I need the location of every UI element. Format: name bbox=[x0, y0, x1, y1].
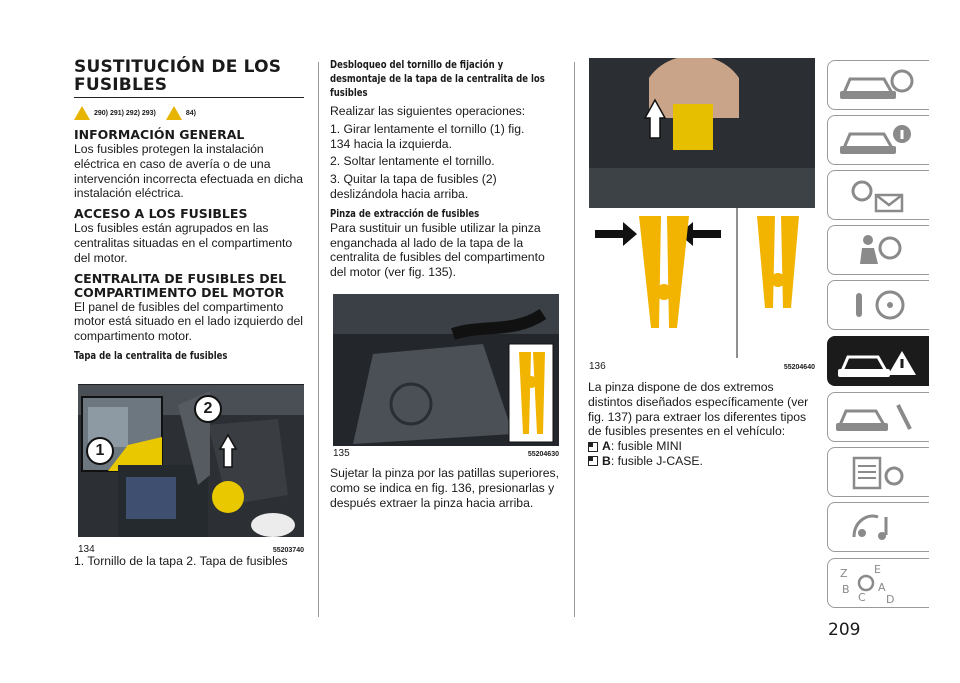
page-number: 209 bbox=[828, 620, 861, 640]
chapter-tab-index[interactable] bbox=[827, 558, 929, 608]
caution-hand-icon bbox=[166, 106, 182, 120]
bullet-b bbox=[588, 454, 818, 469]
figure-135 bbox=[333, 294, 559, 446]
centralita-text: El panel de fusibles del compartimento motor está situado en el lado izquierdo del compartimento motor. bbox=[74, 299, 303, 344]
warning-refs-a: 290) 291) 292) 293) bbox=[94, 109, 156, 117]
chapter-tab-lights-mail[interactable] bbox=[827, 170, 929, 220]
airbag-seat-icon bbox=[828, 226, 928, 274]
heading-acceso: ACCESO A LOS FUSIBLES bbox=[74, 206, 248, 222]
step-3: 3. Quitar la tapa de fusibles (2) deslizándola hacia arriba. bbox=[330, 172, 497, 201]
chapter-tab-driving[interactable] bbox=[827, 280, 929, 330]
figure-136 bbox=[589, 58, 815, 358]
alphabetical-index-icon bbox=[828, 559, 928, 607]
fuse-puller-figure-136 bbox=[589, 58, 815, 358]
column-rule bbox=[318, 62, 319, 617]
steering-wheel-icon bbox=[828, 281, 928, 329]
sujetar-text: Sujetar la pinza por las patillas superiores, como se indica en fig. 136, presionarlas y después extraer la pinza hacia arriba. bbox=[330, 466, 559, 510]
figure-136-number: 136 bbox=[589, 361, 606, 372]
column-1 bbox=[74, 58, 304, 363]
bullet-b-label: B bbox=[602, 453, 611, 468]
svg-text:A: A bbox=[878, 581, 886, 594]
figure-134 bbox=[78, 384, 304, 537]
chapter-tab-specs[interactable] bbox=[827, 447, 929, 497]
figure-134-number: 134 bbox=[78, 544, 95, 555]
step-1: 1. Girar lentamente el tornillo (1) fig. 134 hacia la izquierda. bbox=[330, 121, 525, 151]
title-underline bbox=[74, 97, 304, 98]
figure-135-label bbox=[333, 448, 559, 459]
svg-text:D: D bbox=[886, 593, 895, 606]
info-text: Los fusibles protegen la instalación eléctrica en caso de avería o de una intervención incorrecta efectuada en dicha instalación eléctrica. bbox=[74, 142, 303, 201]
bullet-a bbox=[588, 439, 818, 454]
step-2: 2. Soltar lentamente el tornillo. bbox=[330, 154, 495, 169]
chapter-tab-maintenance[interactable] bbox=[827, 392, 929, 442]
page-title: SUSTITUCIÓN DE LOS FUSIBLES bbox=[74, 57, 282, 95]
figure-135-number: 135 bbox=[333, 448, 350, 459]
figure-134-caption: 1. Tornillo de la tapa 2. Tapa de fusibles bbox=[74, 554, 288, 568]
chapter-tab-info[interactable] bbox=[827, 115, 929, 165]
acceso-text: Los fusibles están agrupados en las centralitas situadas en el compartimento del motor. bbox=[74, 221, 293, 265]
pinza-description: La pinza dispone de dos extremos distintos diseñados específicamente (ver fig. 137) para extraer los diferentes tipos de fusibles presentes en el vehículo: bbox=[588, 380, 809, 439]
figure-136-label bbox=[589, 361, 815, 372]
chapter-tab-dashboard[interactable] bbox=[827, 60, 929, 110]
subheading-tapa: Tapa de la centralita de fusibles bbox=[74, 348, 228, 362]
car-info-icon bbox=[828, 116, 928, 164]
callout-1: 1 bbox=[86, 437, 114, 465]
subheading-pinza: Pinza de extracción de fusibles bbox=[330, 206, 480, 220]
pinza-text: Para sustituir un fusible utilizar la pinza enganchada al lado de la tapa de la centralita de fusibles del compartimento del motor (ver fig. 135). bbox=[330, 220, 545, 280]
light-envelope-icon bbox=[828, 171, 928, 219]
car-wrench-icon bbox=[828, 393, 928, 441]
callout-2: 2 bbox=[194, 395, 222, 423]
engine-bay-photo-134 bbox=[78, 385, 304, 537]
warning-refs-b: 84) bbox=[185, 109, 197, 117]
bullet-icon bbox=[588, 442, 598, 452]
warning-refs bbox=[74, 104, 304, 122]
column-rule bbox=[574, 62, 575, 617]
svg-text:E: E bbox=[874, 563, 881, 576]
car-dashboard-icon bbox=[828, 61, 928, 109]
chapter-tab-safety[interactable] bbox=[827, 225, 929, 275]
column-2 bbox=[330, 58, 560, 280]
subheading-desbloqueo: Desbloqueo del tornillo de fijación y desmontaje de la tapa de la centralita de los fusibles bbox=[330, 58, 545, 99]
figure-135-code: 55204630 bbox=[527, 451, 559, 458]
chapter-tab-multimedia[interactable] bbox=[827, 502, 929, 552]
engine-bay-photo-135 bbox=[333, 294, 559, 446]
chapter-tab-emergency[interactable] bbox=[827, 336, 929, 386]
svg-text:B: B bbox=[842, 583, 850, 596]
heading-informacion: INFORMACIÓN GENERAL bbox=[74, 127, 245, 142]
column-3-text bbox=[588, 380, 818, 469]
bullet-b-text: : fusible J-CASE. bbox=[610, 453, 703, 468]
ops-intro: Realizar las siguientes operaciones: bbox=[330, 104, 526, 118]
figure-136-code: 55204640 bbox=[783, 364, 815, 371]
warning-icon bbox=[74, 106, 90, 120]
multimedia-music-icon bbox=[828, 503, 928, 551]
heading-centralita: CENTRALITA DE FUSIBLES DEL COMPARTIMENTO DEL MOTOR bbox=[74, 270, 287, 300]
svg-text:Z: Z bbox=[840, 567, 848, 580]
emergency-car-warning-icon bbox=[828, 337, 928, 385]
bullet-icon bbox=[588, 456, 598, 466]
svg-text:C: C bbox=[858, 591, 866, 604]
figure-134-code: 55203740 bbox=[272, 547, 304, 554]
bullet-a-text: : fusible MINI bbox=[610, 439, 682, 454]
bullet-a-label: A bbox=[602, 439, 611, 454]
spec-list-gear-icon bbox=[828, 448, 928, 496]
